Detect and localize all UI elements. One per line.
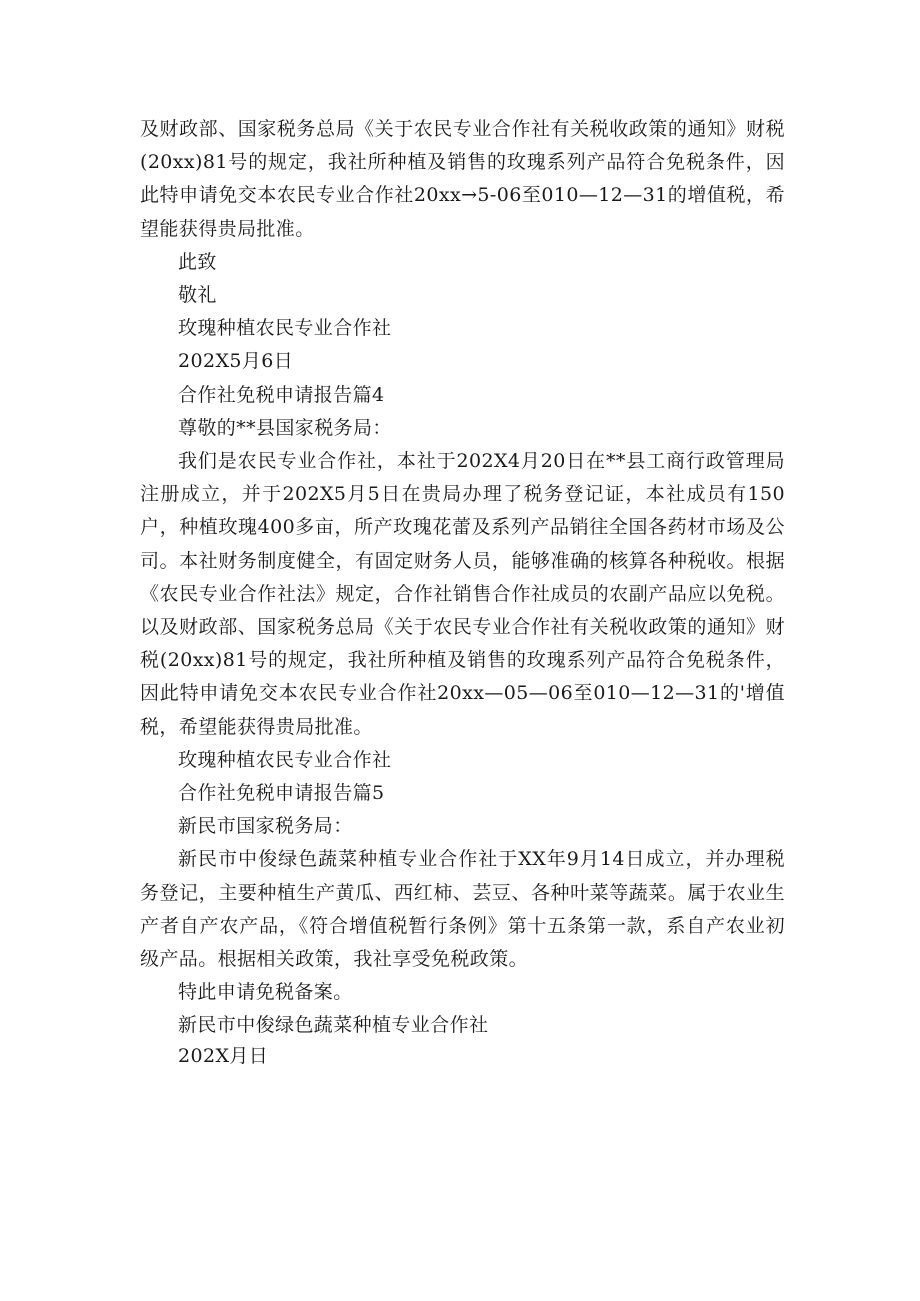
recipient-line: 尊敬的**县国家税务局：: [178, 416, 392, 439]
paragraph-body-5: 新民市中俊绿色蔬菜种植专业合作社于XX年9月14日成立，并办理税务登记，主要种植生产黄瓜、西红柿、芸豆、各种叶菜等蔬菜。属于农业生产者自产农产品，《符合增值税暂行条例》第十五条第一款，系自产农业初级产品。根据相关政策，我社享受免税政策。: [140, 848, 785, 971]
paragraph-policy-continuation: 及财政部、国家税务总局《关于农民专业合作社有关税收政策的通知》财税(20xx)81号的规定，我社所种植及销售的玫瑰系列产品符合免税条件，因此特申请免交本农民专业合作社20xx→5-06至010—12—31的增值税，希望能获得贵局批准。: [140, 118, 785, 240]
paragraph-body-4: 我们是农民专业合作社，本社于202X4月20日在**县工商行政管理局注册成立，并于202X5月5日在贵局办理了税务登记证，本社成员有150户，种植玫瑰400多亩，所产玫瑰花蕾及系列产品销往全国各药材市场及公司。本社财务制度健全，有固定财务人员，能够准确的核算各种税收。根据《农民专业合作社法》规定，合作社销售合作社成员的农副产品应以免税。以及财政部、国家税务总局《关于农民专业合作社有关税收政策的通知》财税(20xx)81号的规定，我社所种植及销售的玫瑰系列产品符合免税条件，因此特申请免交本农民专业合作社20xx—05—06至010—12—31的'增值税，希望能获得贵局批准。: [140, 450, 785, 738]
signature-org-5: 新民市中俊绿色蔬菜种植专业合作社: [178, 1014, 489, 1037]
section-heading-5: 合作社免税申请报告篇5: [178, 782, 385, 805]
signature-org: 玫瑰种植农民专业合作社: [178, 317, 392, 340]
signature-org-4: 玫瑰种植农民专业合作社: [178, 748, 392, 771]
closing-line-5: 特此申请免税备案。: [178, 981, 353, 1004]
signature-date: 202X5月6日: [178, 350, 294, 373]
salutation-jingli: 敬礼: [178, 284, 217, 307]
section-heading-4: 合作社免税申请报告篇4: [178, 383, 385, 406]
document-body: [140, 113, 785, 1073]
recipient-line-5: 新民市国家税务局：: [178, 815, 353, 838]
salutation-cizhi: 此致: [178, 250, 217, 273]
signature-date-5: 202X月日: [178, 1044, 269, 1067]
